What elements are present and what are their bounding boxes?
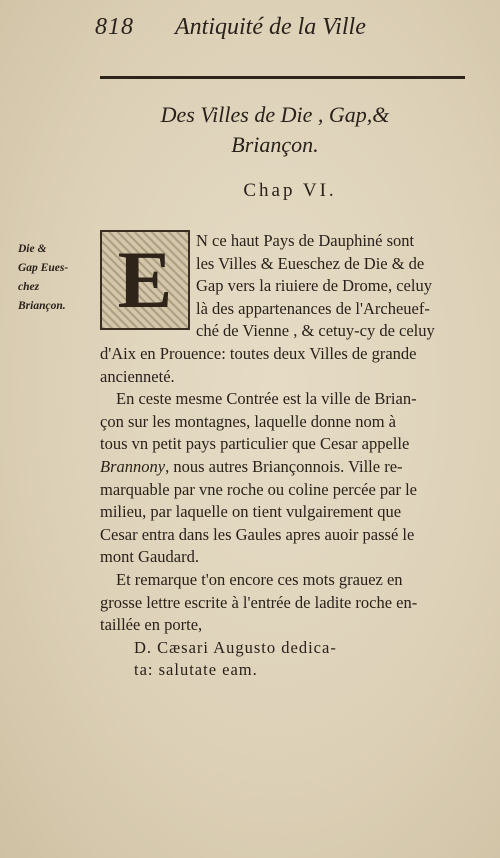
text-line: N ce haut Pays de Dauphiné sont [196, 231, 415, 250]
section-title [110, 100, 440, 160]
inscription-line: D. Cæsari Augusto dedica- [134, 637, 337, 657]
text-line: Gap vers la riuiere de Drome, celuy [196, 276, 432, 296]
margin-note-line3: chez [18, 281, 40, 293]
text-line: là des appartenances de l'Archeuef- [196, 298, 430, 318]
text-line: ancienneté. [100, 366, 175, 386]
inscription-line: ta: salutate eam. [134, 660, 258, 680]
header-rule [100, 76, 465, 79]
text-line: grosse lettre escrite à l'entrée de ladite roche en- [100, 592, 418, 612]
text-fragment: , nous autres Briançonnois. Ville re- [165, 456, 403, 476]
page-number: 818 [95, 14, 134, 40]
place-name-italic: Brannony [100, 456, 166, 476]
text-line: çon sur les montagnes, laquelle donne nom à [100, 411, 397, 431]
text-line: En ceste mesme Contrée est la ville de Brian- [116, 389, 417, 409]
decorated-initial [100, 230, 190, 330]
text-line: mont Gaudard. [100, 547, 199, 567]
margin-note-line4: Briançon. [18, 300, 66, 312]
text-line: ché de Vienne , & cetuy-cy de celuy [196, 321, 435, 341]
chapter-heading: Chap VI. [243, 180, 337, 201]
text-line: d'Aix en Prouence: toutes deux Villes de grande [100, 343, 417, 363]
margin-note-line2: Gap Eues- [18, 262, 69, 274]
margin-note-line1: Die & [18, 243, 47, 255]
text-line [100, 456, 480, 479]
text-line: taillée en porte, [100, 615, 203, 635]
text-line: milieu, par laquelle on tient vulgairement que [100, 502, 402, 522]
section-title-line1: Des Villes de Die , Gap,& [160, 102, 390, 127]
running-title: Antiquité de la Ville [175, 14, 366, 40]
margin-note [18, 240, 93, 316]
text-line: Cesar entra dans les Gaules apres auoir passé le [100, 524, 415, 544]
text-line: marquable par vne roche ou coline percée par le [100, 479, 417, 499]
text-line: tous vn petit pays particulier que Cesar appelle [100, 434, 410, 454]
text-line: les Villes & Eueschez de Die & de [196, 253, 425, 273]
running-header [95, 14, 480, 42]
text-line: Et remarque t'on encore ces mots grauez en [116, 569, 403, 589]
decorated-initial-letter: E [117, 234, 173, 325]
section-title-line2: Briançon. [231, 132, 319, 157]
